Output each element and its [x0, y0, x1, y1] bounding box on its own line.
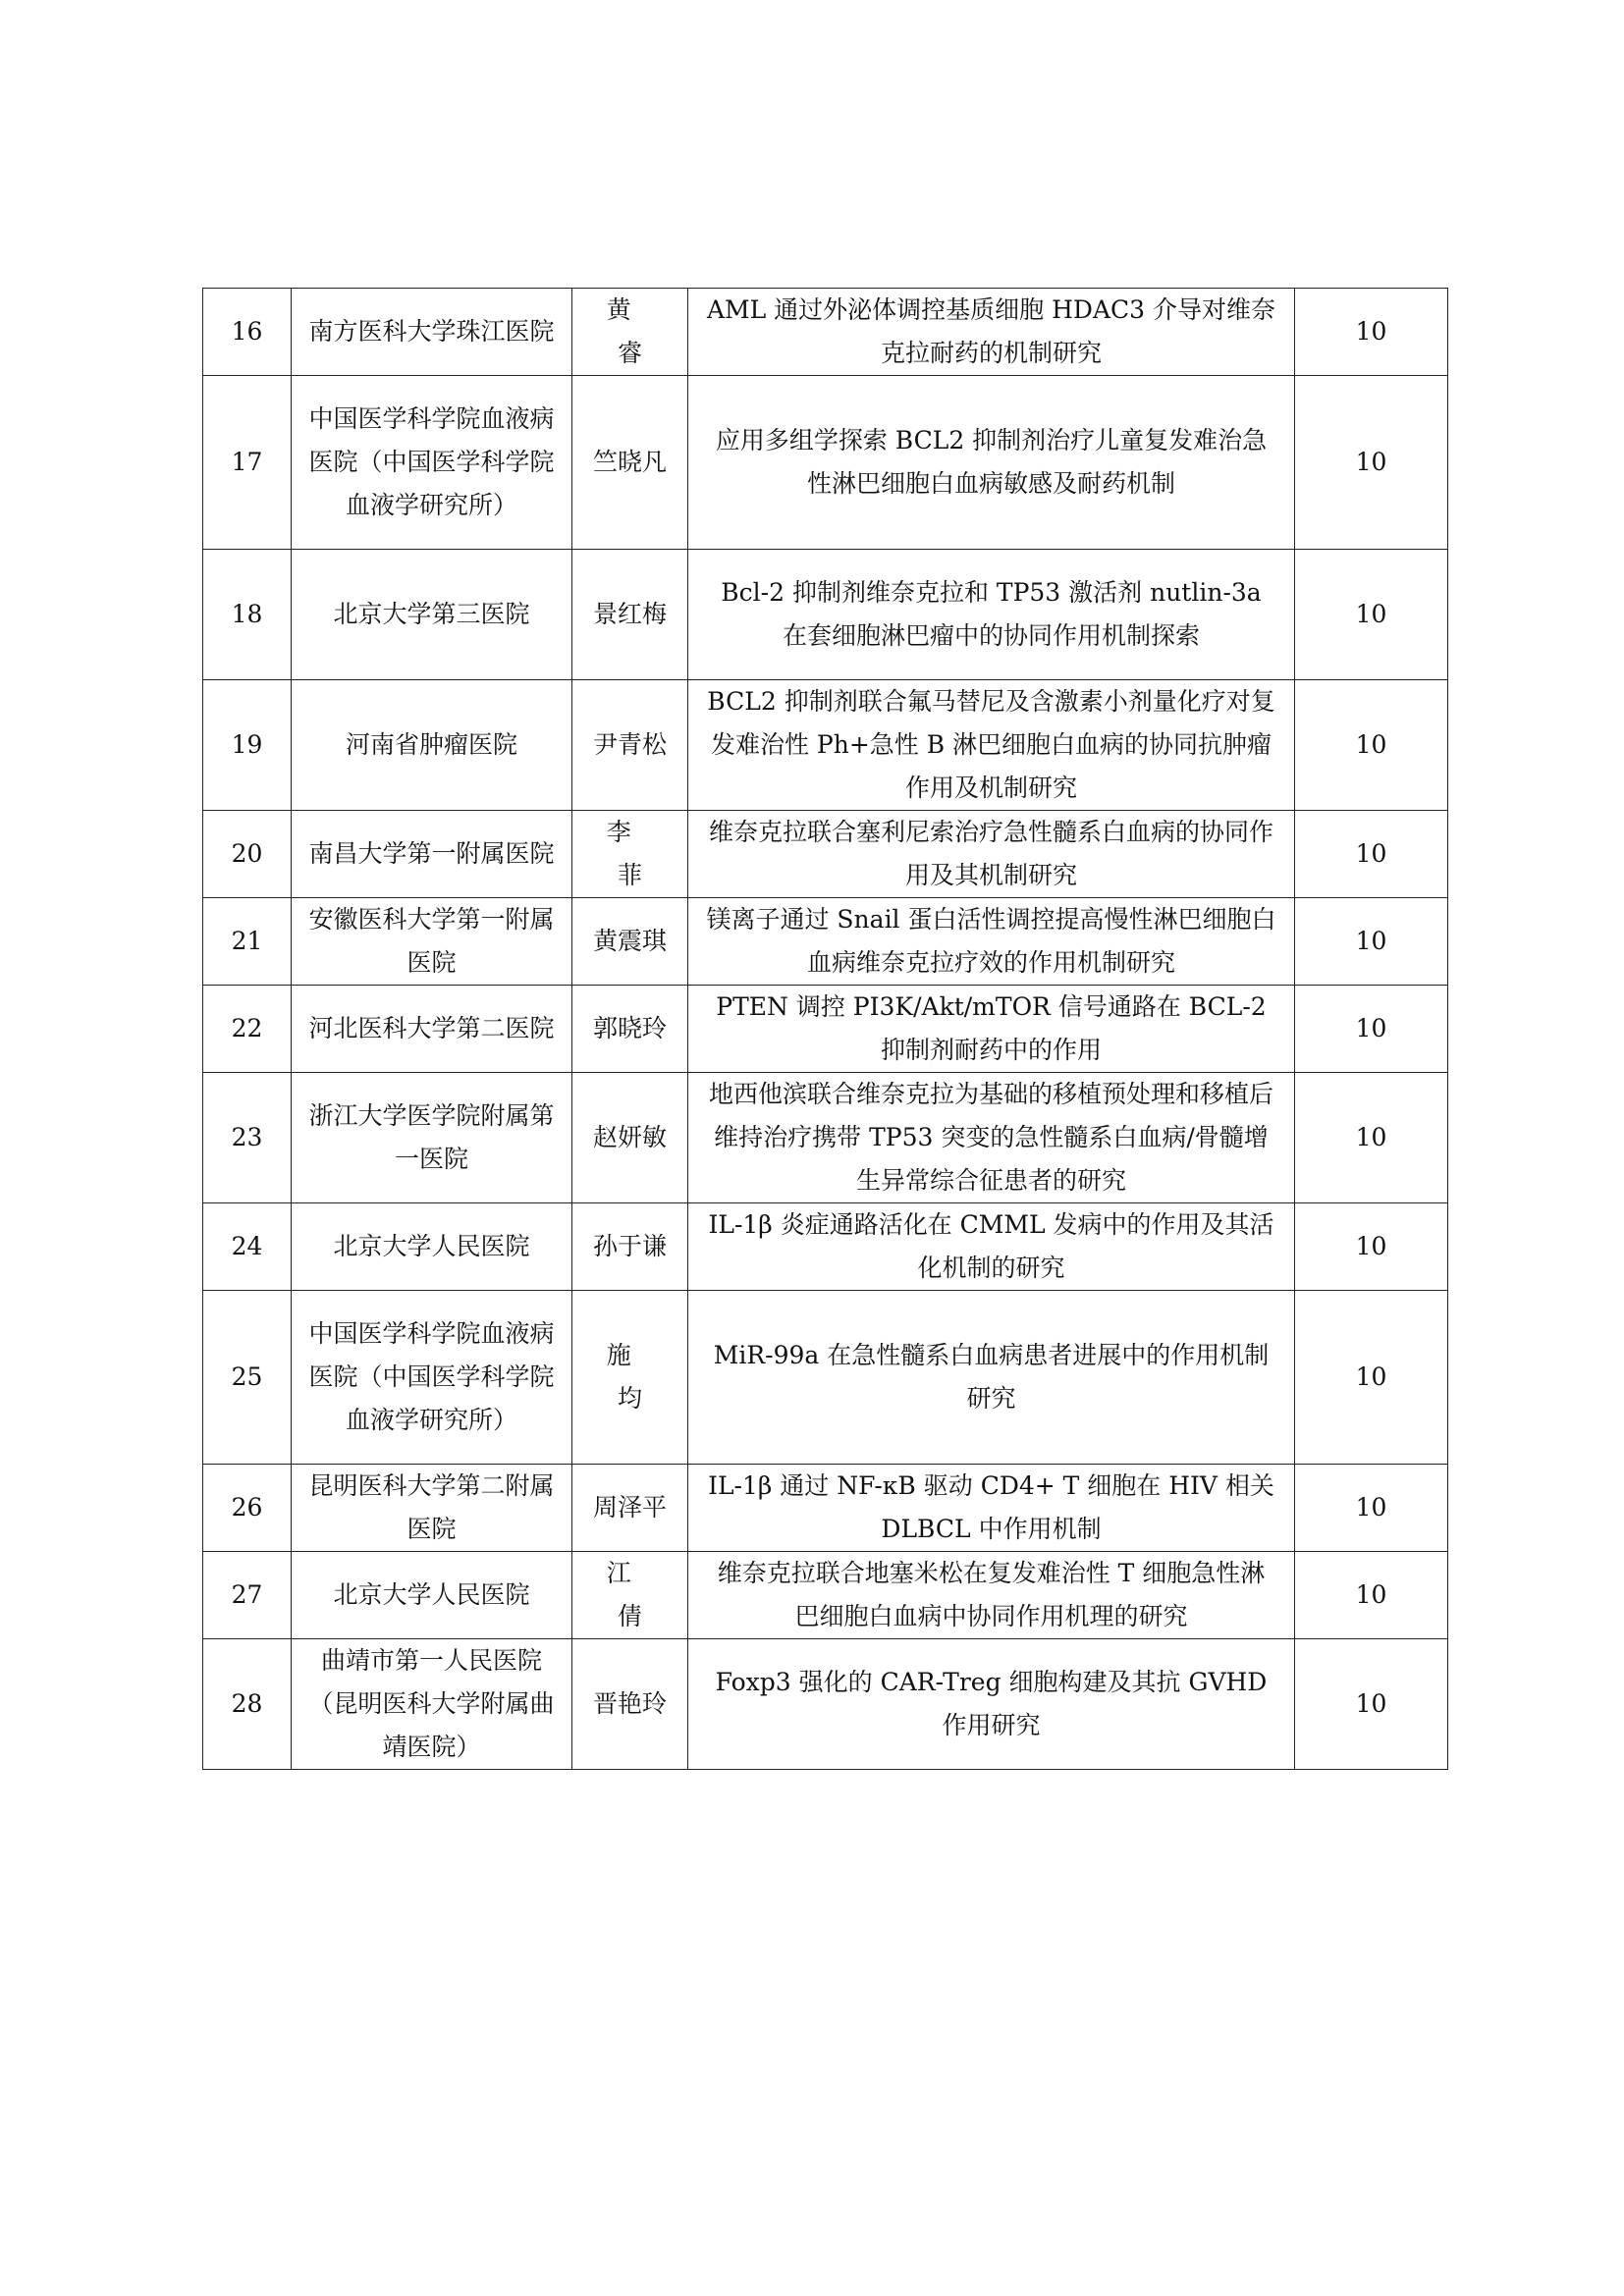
principal-investigator: 尹青松: [572, 680, 688, 811]
row-number: 26: [203, 1465, 292, 1552]
row-number: 27: [203, 1552, 292, 1639]
principal-investigator: 晋艳玲: [572, 1639, 688, 1770]
institution: 南方医科大学珠江医院: [292, 289, 572, 376]
project-topic: 地西他滨联合维奈克拉为基础的移植预处理和移植后维持治疗携带 TP53 突变的急性髓系白血病/骨髓增生异常综合征患者的研究: [688, 1073, 1295, 1203]
table-row: [203, 376, 1448, 550]
row-number: 28: [203, 1639, 292, 1770]
principal-investigator: [572, 289, 700, 376]
principal-investigator: 赵妍敏: [572, 1073, 688, 1203]
row-number: 23: [203, 1073, 292, 1203]
institution: 北京大学人民医院: [292, 1552, 572, 1639]
institution: 安徽医科大学第一附属医院: [292, 898, 572, 986]
project-topic: BCL2 抑制剂联合氟马替尼及含激素小剂量化疗对复发难治性 Ph+急性 B 淋巴细胞白血病的协同抗肿瘤作用及机制研究: [688, 680, 1295, 811]
institution: 中国医学科学院血液病医院（中国医学科学院血液学研究所）: [292, 1291, 572, 1465]
funding-amount: 10: [1295, 1639, 1448, 1770]
table-row: [203, 898, 1448, 986]
institution: 浙江大学医学院附属第一医院: [292, 1073, 572, 1203]
project-topic: 镁离子通过 Snail 蛋白活性调控提高慢性淋巴细胞白血病维奈克拉疗效的作用机制研究: [688, 898, 1295, 986]
project-topic: 维奈克拉联合地塞米松在复发难治性 T 细胞急性淋巴细胞白血病中协同作用机理的研究: [688, 1552, 1295, 1639]
row-number: 18: [203, 550, 292, 680]
pi-name: 施 均: [606, 1341, 700, 1413]
principal-investigator: 景红梅: [572, 550, 688, 680]
funding-amount: 10: [1295, 680, 1448, 811]
funding-amount: 10: [1295, 811, 1448, 898]
principal-investigator: [572, 1552, 700, 1639]
row-number: 25: [203, 1291, 292, 1465]
pi-name: 黄 睿: [606, 295, 700, 367]
institution: 南昌大学第一附属医院: [292, 811, 572, 898]
principal-investigator: 孙于谦: [572, 1203, 688, 1291]
row-number: 16: [203, 289, 292, 376]
project-topic: Foxp3 强化的 CAR-Treg 细胞构建及其抗 GVHD 作用研究: [688, 1639, 1295, 1770]
row-number: 17: [203, 376, 292, 550]
table-row: [203, 1073, 1448, 1203]
project-topic: Bcl-2 抑制剂维奈克拉和 TP53 激活剂 nutlin-3a 在套细胞淋巴瘤中的协同作用机制探索: [688, 550, 1295, 680]
funding-amount: 10: [1295, 986, 1448, 1073]
pi-name: 江 倩: [606, 1559, 700, 1630]
funding-amount: 10: [1295, 1073, 1448, 1203]
funding-amount: 10: [1295, 289, 1448, 376]
table-row: [203, 1203, 1448, 1291]
funding-amount: 10: [1295, 1291, 1448, 1465]
row-number: 22: [203, 986, 292, 1073]
grant-table-body: [203, 289, 1448, 1770]
project-topic: IL-1β 炎症通路活化在 CMML 发病中的作用及其活化机制的研究: [688, 1203, 1295, 1291]
table-row: [203, 1291, 1448, 1465]
institution: 河南省肿瘤医院: [292, 680, 572, 811]
principal-investigator: 竺晓凡: [572, 376, 688, 550]
table-row: [203, 811, 1448, 898]
institution: 北京大学人民医院: [292, 1203, 572, 1291]
project-topic: MiR-99a 在急性髓系白血病患者进展中的作用机制研究: [688, 1291, 1295, 1465]
project-topic: 应用多组学探索 BCL2 抑制剂治疗儿童复发难治急性淋巴细胞白血病敏感及耐药机制: [688, 376, 1295, 550]
row-number: 20: [203, 811, 292, 898]
row-number: 24: [203, 1203, 292, 1291]
row-number: 21: [203, 898, 292, 986]
institution: 中国医学科学院血液病医院（中国医学科学院血液学研究所）: [292, 376, 572, 550]
institution: 昆明医科大学第二附属医院: [292, 1465, 572, 1552]
pi-name: 李 菲: [606, 818, 700, 889]
project-topic: PTEN 调控 PI3K/Akt/mTOR 信号通路在 BCL-2 抑制剂耐药中的作用: [688, 986, 1295, 1073]
institution: 北京大学第三医院: [292, 550, 572, 680]
funding-amount: 10: [1295, 376, 1448, 550]
funding-amount: 10: [1295, 1552, 1448, 1639]
principal-investigator: 郭晓玲: [572, 986, 688, 1073]
project-topic: 维奈克拉联合塞利尼索治疗急性髓系白血病的协同作用及其机制研究: [688, 811, 1295, 898]
funding-amount: 10: [1295, 1203, 1448, 1291]
table-row: [203, 986, 1448, 1073]
principal-investigator: 周泽平: [572, 1465, 688, 1552]
principal-investigator: [572, 811, 700, 898]
funding-amount: 10: [1295, 898, 1448, 986]
row-number: 19: [203, 680, 292, 811]
table-row: [203, 1465, 1448, 1552]
table-row: [203, 550, 1448, 680]
principal-investigator: [572, 1291, 700, 1465]
project-topic: AML 通过外泌体调控基质细胞 HDAC3 介导对维奈克拉耐药的机制研究: [688, 289, 1295, 376]
funding-amount: 10: [1295, 1465, 1448, 1552]
funding-amount: 10: [1295, 550, 1448, 680]
table-row: [203, 1552, 1448, 1639]
project-topic: IL-1β 通过 NF-κB 驱动 CD4+ T 细胞在 HIV 相关 DLBCL 中作用机制: [688, 1465, 1295, 1552]
institution: 河北医科大学第二医院: [292, 986, 572, 1073]
institution: 曲靖市第一人民医院（昆明医科大学附属曲靖医院）: [292, 1639, 572, 1770]
table-row: [203, 1639, 1448, 1770]
table-row: [203, 289, 1448, 376]
principal-investigator: 黄震琪: [572, 898, 688, 986]
table-row: [203, 680, 1448, 811]
grant-table: [202, 288, 1448, 1770]
